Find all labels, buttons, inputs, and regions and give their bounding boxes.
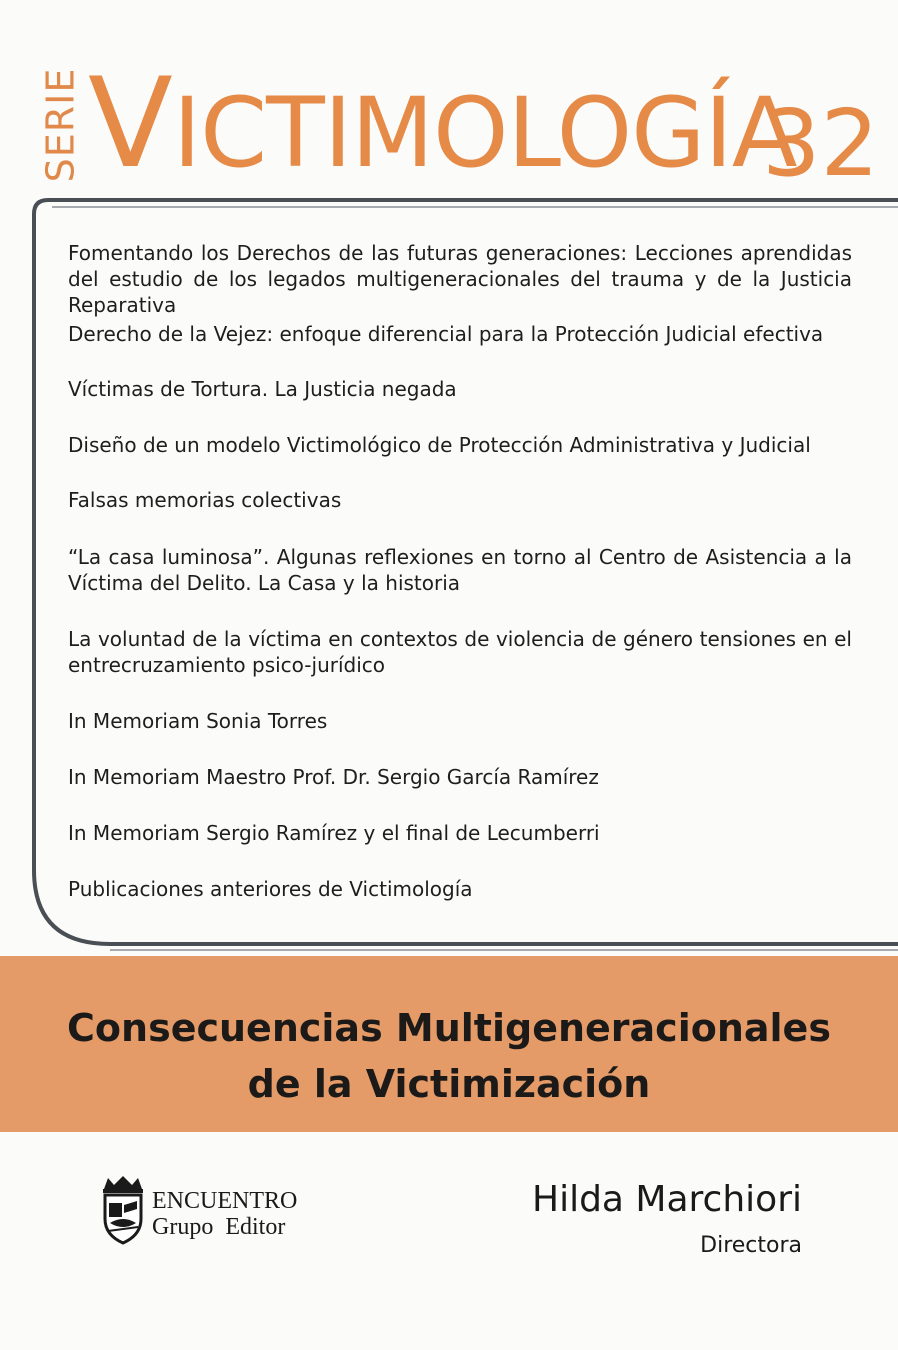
- contents-item: Publicaciones anteriores de Victimología: [68, 877, 473, 901]
- series-title-rest: ICTIMOLOGÍA: [172, 77, 797, 189]
- contents-item: Derecho de la Vejez: enfoque diferencial para la Protección Judicial efectiva: [68, 322, 824, 346]
- contents-item: Víctimas de Tortura. La Justicia negada: [68, 377, 457, 401]
- shield-crest-icon: [103, 1176, 143, 1243]
- book-title: [0, 1000, 898, 1112]
- book-title-line2: de la Victimización: [247, 1062, 651, 1106]
- contents-item: La voluntad de la víctima en contextos de violencia de género tensiones en el entrecruzamiento psico-jurídico: [68, 627, 852, 677]
- contents-item: In Memoriam Maestro Prof. Dr. Sergio García Ramírez: [68, 765, 599, 789]
- director-name: Hilda Marchiori: [532, 1179, 802, 1220]
- contents-item: In Memoriam Sergio Ramírez y el final de Lecumberri: [68, 821, 600, 845]
- director-role: Directora: [700, 1233, 802, 1258]
- contents-item: “La casa luminosa”. Algunas reflexiones en torno al Centro de Asistencia a la Víctima del Delito. La Casa y la historia: [68, 545, 852, 595]
- series-number: 32: [762, 90, 880, 197]
- book-title-line1: Consecuencias Multigeneracionales: [67, 1006, 831, 1050]
- contents-item: Falsas memorias colectivas: [68, 488, 342, 512]
- publisher-name: ENCUENTRO Grupo Editor: [152, 1188, 298, 1240]
- serie-label: SERIE: [38, 67, 83, 183]
- contents-item: Diseño de un modelo Victimológico de Protección Administrativa y Judicial: [68, 433, 811, 457]
- contents-item: In Memoriam Sonia Torres: [68, 709, 328, 733]
- contents-item: Fomentando los Derechos de las futuras generaciones: Lecciones aprendidas del estudio de los legados multigeneracionales del trauma y de la Justicia Reparativa: [68, 241, 852, 317]
- series-title-initial: V: [88, 52, 173, 196]
